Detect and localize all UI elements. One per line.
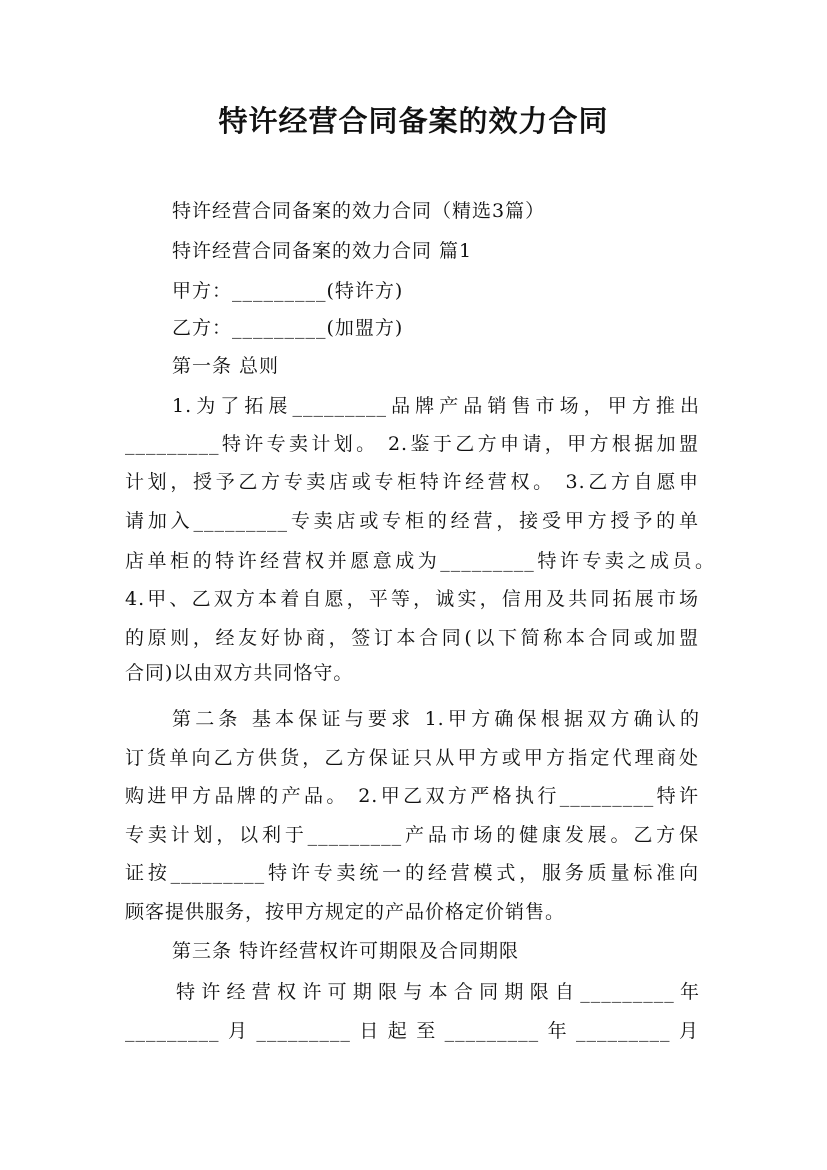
paragraph-line: 专卖计划，以利于_________产品市场的健康发展。乙方保 xyxy=(125,824,699,846)
subtitle-line: 特许经营合同备案的效力合同（精选3篇） xyxy=(172,200,546,222)
paragraph-line: 4.甲、乙双方本着自愿，平等，诚实，信用及共同拓展市场 xyxy=(125,588,699,610)
paragraph-line: 购进甲方品牌的产品。 2.甲乙双方严格执行_________特许 xyxy=(125,785,699,807)
party-b-line: 乙方：_________(加盟方) xyxy=(172,317,404,339)
paragraph-line: _________特许专卖计划。 2.鉴于乙方申请，甲方根据加盟 xyxy=(125,433,699,455)
paragraph-line: 的原则，经友好协商，签订本合同(以下简称本合同或加盟 xyxy=(125,627,699,649)
paragraph-line: 顾客提供服务，按甲方规定的产品价格定价销售。 xyxy=(125,901,566,923)
article-1-heading: 第一条 总则 xyxy=(172,355,280,377)
paragraph-line: 证按_________特许专卖统一的经营模式，服务质量标准向 xyxy=(125,862,699,884)
paragraph-line: 订货单向乙方供货，乙方保证只从甲方或甲方指定代理商处 xyxy=(125,747,699,769)
section-heading: 特许经营合同备案的效力合同 篇1 xyxy=(172,240,473,262)
paragraph-line: 合同)以由双方共同恪守。 xyxy=(125,662,354,684)
document-title: 特许经营合同备案的效力合同 xyxy=(218,104,609,138)
article-2-line: 第二条 基本保证与要求 1.甲方确保根据双方确认的 xyxy=(172,708,700,730)
paragraph-line: _________月_________日起至_________年_________月 xyxy=(125,1020,699,1042)
paragraph-line: 计划，授予乙方专卖店或专柜特许经营权。 3.乙方自愿申 xyxy=(125,471,699,493)
article-3-heading: 第三条 特许经营权许可期限及合同期限 xyxy=(172,940,520,962)
paragraph-line: 特许经营权许可期限与本合同期限自_________年 xyxy=(176,981,700,1003)
paragraph-line: 店单柜的特许经营权并愿意成为_________特许专卖之成员。 xyxy=(125,550,715,572)
paragraph-line: 1.为了拓展_________品牌产品销售市场，甲方推出 xyxy=(172,395,700,417)
paragraph-line: 请加入_________专卖店或专柜的经营，接受甲方授予的单 xyxy=(125,510,699,532)
party-a-line: 甲方：_________(特许方) xyxy=(172,280,404,302)
